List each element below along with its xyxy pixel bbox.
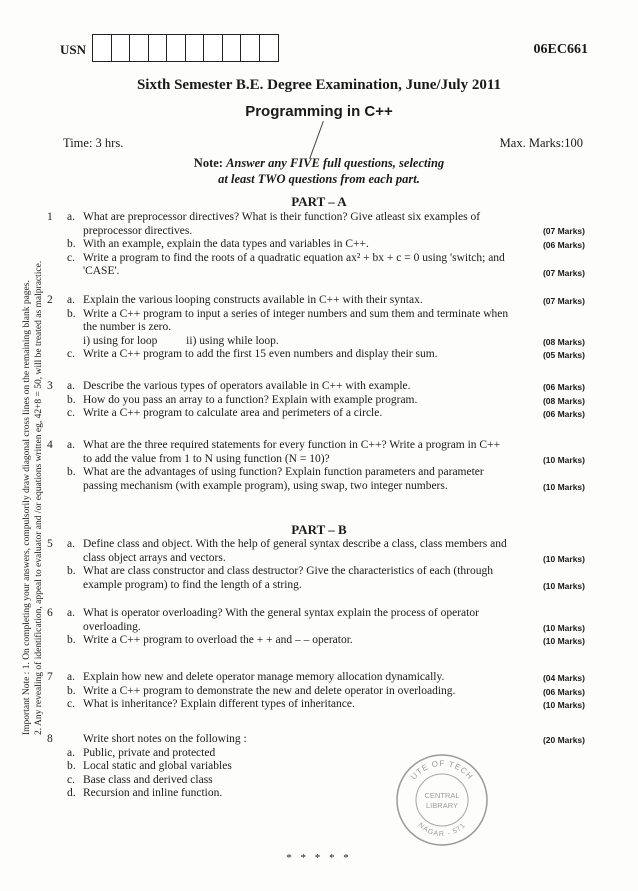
question-text: Write a program to find the roots of a quadratic equation ax² + bx + c = 0 using 'switch; and (83, 251, 505, 264)
svg-text:UTE OF TECH (409, 759, 475, 781)
sub-label: c. (67, 773, 75, 786)
side-note-line-1: Important Note : 1. On completing your answers, compulsorily draw diagonal cross lines on the remaining blank pages. (22, 280, 32, 735)
question-number: 8 (47, 733, 53, 745)
question-number: 2 (47, 294, 53, 306)
question-6a (47, 607, 585, 634)
marks: (05 Marks) (542, 350, 585, 360)
question-7a (47, 671, 585, 685)
question-2a (47, 294, 585, 308)
question-7c (55, 698, 585, 712)
usn-boxes (92, 34, 277, 62)
question-text: Base class and derived class (83, 773, 213, 786)
svg-text:NAGAR - 571 (417, 822, 468, 838)
question-4b (55, 466, 585, 493)
question-5a (47, 538, 585, 565)
usn-box (92, 34, 112, 62)
side-note-line-2: 2. Any revealing of identification, appeal to evaluator and /or equations written eg, 42+8 = 50, will be treated as malpractice. (34, 260, 44, 735)
stamp-center-line-2: LIBRARY (426, 801, 458, 810)
marks: (20 Marks) (542, 735, 585, 745)
question-1 (47, 211, 585, 279)
sub-label: d. (67, 787, 76, 799)
usn-box (129, 34, 149, 62)
marks: (07 Marks) (542, 267, 585, 278)
question-1b (55, 238, 585, 252)
question-8a (55, 747, 585, 761)
question-3a (47, 380, 585, 394)
sub-label: c. (67, 407, 75, 419)
question-text: i) using for loop ii) using while loop. (83, 334, 279, 347)
question-text: Write a C++ program to add the first 15 even numbers and display their sum. (83, 348, 438, 360)
marks: (07 Marks) (542, 226, 585, 236)
marks: (10 Marks) (542, 700, 585, 710)
question-2b (55, 308, 585, 349)
question-8d (55, 787, 585, 801)
sub-label: b. (67, 238, 76, 250)
sub-label: a. (67, 538, 75, 550)
question-5b (55, 565, 585, 592)
question-8-intro (47, 733, 585, 747)
question-3c (55, 407, 585, 421)
subject-title: Programming in C++ (245, 103, 393, 120)
usn-box (111, 34, 131, 62)
question-text: What are class constructor and class destructor? Give the characteristics of each (through (83, 565, 493, 577)
question-text: to add the value from 1 to N using function (N = 10)? (83, 452, 330, 465)
question-text: What are the three required statements for every function in C++? Write a program in C++ (83, 439, 501, 451)
question-4 (47, 439, 585, 493)
marks: (08 Marks) (542, 336, 585, 347)
question-7b (55, 685, 585, 699)
part-a-title: PART – A (291, 194, 347, 209)
question-6b (55, 634, 585, 648)
question-text: Write short notes on the following : (83, 733, 247, 745)
sub-label: c. (67, 251, 75, 264)
question-text: preprocessor directives. (83, 224, 193, 237)
stamp-inner-ring (416, 774, 468, 826)
sub-label: c. (67, 698, 75, 710)
marks: (10 Marks) (542, 482, 585, 492)
question-text: How do you pass an array to a function? Explain with example program. (83, 393, 418, 406)
marks: (06 Marks) (542, 382, 585, 392)
marks: (10 Marks) (542, 623, 585, 633)
sub-label: b. (67, 760, 76, 772)
side-note (20, 180, 50, 740)
sub-label: c. (67, 348, 75, 360)
marks: (04 Marks) (542, 673, 585, 683)
pen-mark (309, 121, 324, 159)
question-number: 5 (47, 538, 53, 550)
usn-box (259, 34, 279, 62)
marks: (10 Marks) (542, 554, 585, 564)
sub-label: b. (67, 393, 76, 406)
question-text: Explain the various looping constructs available in C++ with their syntax. (83, 294, 423, 306)
question-8b (55, 760, 585, 774)
question-4a (47, 439, 585, 466)
question-number: 4 (47, 439, 53, 451)
question-number: 6 (47, 607, 53, 619)
max-marks-label: Max. Marks:100 (499, 136, 583, 150)
question-text: Write a C++ program to input a series of integer numbers and sum them and terminate when (83, 307, 509, 320)
stamp-center-line-1: CENTRAL (424, 791, 460, 800)
sub-label: a. (67, 294, 75, 306)
sub-label: b. (67, 634, 76, 646)
question-text: What is operator overloading? With the general syntax explain the process of operator (83, 607, 479, 619)
stamp-arc-top: UTE OF TECH (409, 758, 475, 782)
question-number: 3 (47, 380, 53, 392)
question-8 (47, 733, 585, 801)
usn-box (185, 34, 205, 62)
question-text: Define class and object. With the help of general syntax describe a class, class members and (83, 538, 507, 550)
question-5 (47, 538, 585, 592)
marks: (06 Marks) (542, 686, 585, 697)
question-text: What are preprocessor directives? What is their function? Give atleast six examples of (83, 211, 481, 223)
question-1c (55, 252, 585, 279)
question-text: Write a C++ program to overload the + + and – – operator. (83, 634, 353, 646)
sub-label: b. (67, 565, 76, 577)
question-text: 'CASE'. (83, 265, 120, 277)
time-label: Time: 3 hrs. (63, 136, 124, 150)
usn-box (240, 34, 260, 62)
marks: (07 Marks) (542, 296, 585, 306)
marks: (08 Marks) (542, 395, 585, 406)
marks: (10 Marks) (542, 581, 585, 591)
sub-label: b. (67, 466, 76, 478)
sub-label: b. (67, 307, 76, 320)
end-stars: * * * * * (286, 852, 352, 864)
question-text: Write a C++ program to calculate area and perimeters of a circle. (83, 407, 383, 419)
question-2c (55, 348, 585, 362)
question-text: What are the advantages of using function? Explain function parameters and parameter (83, 466, 484, 478)
sub-label: a. (67, 380, 75, 392)
question-6 (47, 607, 585, 648)
sub-label: a. (67, 211, 75, 223)
marks: (10 Marks) (542, 636, 585, 646)
question-7 (47, 671, 585, 712)
question-text: class object arrays and vectors. (83, 551, 226, 564)
marks: (06 Marks) (542, 240, 585, 250)
library-stamp (394, 752, 490, 848)
subject-code: 06EC661 (533, 42, 588, 57)
question-text: Describe the various types of operators available in C++ with example. (83, 380, 411, 392)
sub-label: a. (67, 671, 75, 683)
note-line-2: at least TWO questions from each part. (218, 172, 420, 186)
question-text: With an example, explain the data types and variables in C++. (83, 238, 369, 250)
sub-label: b. (67, 684, 76, 697)
question-text: Public, private and protected (83, 746, 216, 759)
question-1a (47, 211, 585, 238)
note-line-1: Answer any FIVE full questions, selecting (226, 156, 445, 170)
usn-box (203, 34, 223, 62)
instructions-note (0, 155, 638, 187)
question-text: overloading. (83, 620, 141, 633)
usn-box (166, 34, 186, 62)
stamp-arc-bottom: NAGAR - 571 (416, 821, 468, 839)
usn-label: USN (60, 42, 87, 57)
question-text: Explain how new and delete operator manage memory allocation dynamically. (83, 671, 445, 683)
question-text: What is inheritance? Explain different types of inheritance. (83, 698, 355, 710)
question-number: 1 (47, 211, 53, 223)
note-label: Note: (193, 156, 223, 170)
question-3 (47, 380, 585, 421)
question-text: the number is zero. (83, 321, 172, 333)
question-text: passing mechanism (with example program), using swap, two integer numbers. (83, 479, 448, 492)
question-text: Recursion and inline function. (83, 787, 223, 799)
question-text: example program) to find the length of a string. (83, 578, 302, 591)
question-text: Write a C++ program to demonstrate the new and delete operator in overloading. (83, 684, 456, 697)
question-text: Local static and global variables (83, 760, 232, 772)
usn-box (222, 34, 242, 62)
question-8c (55, 774, 585, 788)
sub-label: a. (67, 439, 75, 451)
question-3b (55, 394, 585, 408)
sub-label: a. (67, 607, 75, 619)
usn-box (148, 34, 168, 62)
marks: (10 Marks) (542, 455, 585, 465)
exam-title: Sixth Semester B.E. Degree Examination, June/July 2011 (136, 77, 502, 93)
part-b-title: PART – B (291, 522, 347, 537)
question-2 (47, 294, 585, 362)
question-number: 7 (47, 671, 53, 683)
marks: (06 Marks) (542, 409, 585, 419)
sub-label: a. (67, 746, 75, 759)
